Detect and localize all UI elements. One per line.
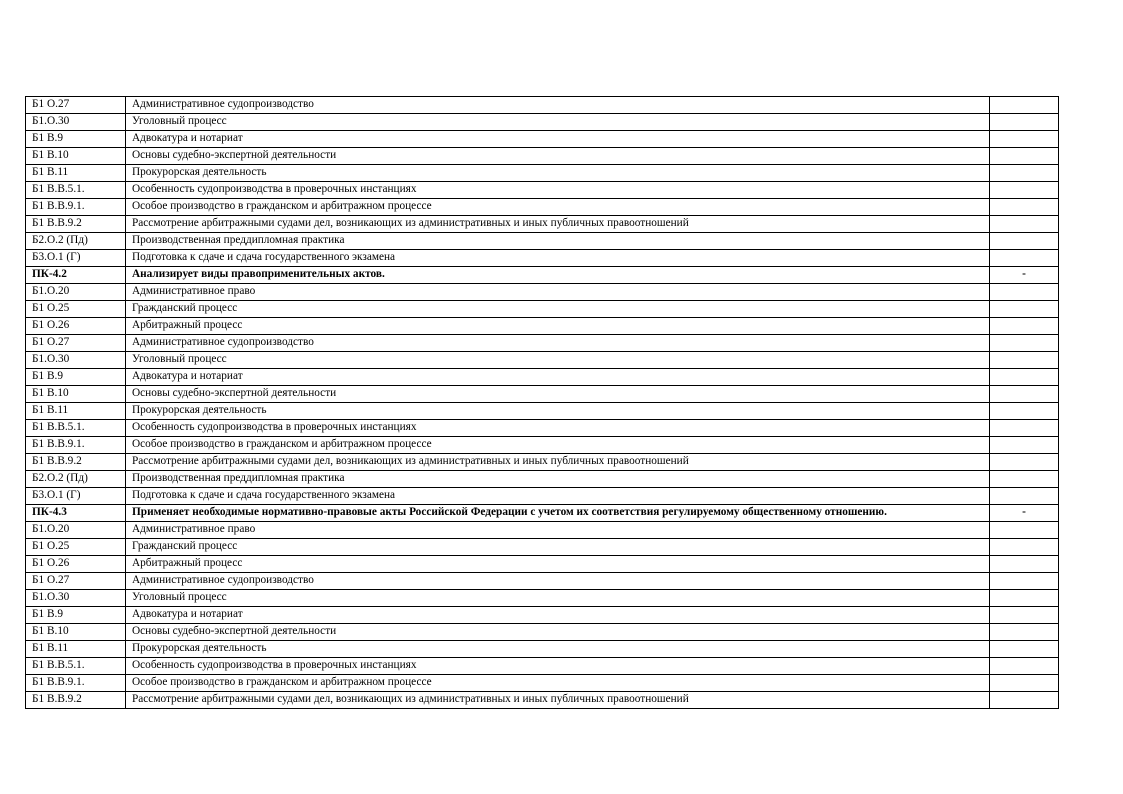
discipline-row bbox=[26, 250, 1059, 267]
discipline-row bbox=[26, 573, 1059, 590]
indicator-description: Анализирует виды правоприменительных актов. bbox=[126, 267, 990, 284]
discipline-code: Б1 В.В.9.2 bbox=[26, 692, 126, 709]
discipline-code: Б1.О.30 bbox=[26, 114, 126, 131]
discipline-code: Б1 О.26 bbox=[26, 318, 126, 335]
discipline-row bbox=[26, 386, 1059, 403]
mark-cell bbox=[990, 148, 1059, 165]
discipline-code: Б1.О.20 bbox=[26, 522, 126, 539]
discipline-name: Административное судопроизводство bbox=[126, 573, 990, 590]
discipline-row bbox=[26, 148, 1059, 165]
discipline-row bbox=[26, 165, 1059, 182]
discipline-name: Особое производство в гражданском и арбитражном процессе bbox=[126, 199, 990, 216]
discipline-row bbox=[26, 403, 1059, 420]
mark-cell bbox=[990, 182, 1059, 199]
discipline-row bbox=[26, 301, 1059, 318]
mark-cell bbox=[990, 675, 1059, 692]
discipline-code: Б3.О.1 (Г) bbox=[26, 488, 126, 505]
mark-cell bbox=[990, 403, 1059, 420]
discipline-row bbox=[26, 420, 1059, 437]
mark-cell bbox=[990, 165, 1059, 182]
mark-cell bbox=[990, 284, 1059, 301]
discipline-name: Адвокатура и нотариат bbox=[126, 369, 990, 386]
discipline-code: Б1 В.В.9.1. bbox=[26, 675, 126, 692]
discipline-row bbox=[26, 471, 1059, 488]
indicator-code: ПК-4.2 bbox=[26, 267, 126, 284]
mark-cell bbox=[990, 114, 1059, 131]
discipline-row bbox=[26, 607, 1059, 624]
discipline-row bbox=[26, 318, 1059, 335]
discipline-code: Б1 В.10 bbox=[26, 386, 126, 403]
discipline-row bbox=[26, 284, 1059, 301]
discipline-row bbox=[26, 199, 1059, 216]
discipline-row bbox=[26, 216, 1059, 233]
discipline-code: Б1 О.27 bbox=[26, 335, 126, 352]
discipline-code: Б1 В.В.5.1. bbox=[26, 182, 126, 199]
mark-cell bbox=[990, 573, 1059, 590]
discipline-code: Б1 О.25 bbox=[26, 539, 126, 556]
mark-cell bbox=[990, 420, 1059, 437]
mark-cell: - bbox=[990, 505, 1059, 522]
mark-cell bbox=[990, 437, 1059, 454]
discipline-row bbox=[26, 352, 1059, 369]
discipline-name: Основы судебно-экспертной деятельности bbox=[126, 386, 990, 403]
discipline-row bbox=[26, 369, 1059, 386]
discipline-row bbox=[26, 692, 1059, 709]
discipline-row bbox=[26, 437, 1059, 454]
discipline-name: Производственная преддипломная практика bbox=[126, 471, 990, 488]
discipline-name: Уголовный процесс bbox=[126, 352, 990, 369]
mark-cell bbox=[990, 369, 1059, 386]
discipline-code: Б1 В.В.9.1. bbox=[26, 437, 126, 454]
discipline-row bbox=[26, 675, 1059, 692]
discipline-name: Подготовка к сдаче и сдача государственного экзамена bbox=[126, 250, 990, 267]
mark-cell bbox=[990, 454, 1059, 471]
competency-indicator-row bbox=[26, 267, 1059, 284]
discipline-name: Уголовный процесс bbox=[126, 114, 990, 131]
discipline-code: Б1 В.В.9.2 bbox=[26, 216, 126, 233]
discipline-name: Адвокатура и нотариат bbox=[126, 607, 990, 624]
discipline-code: Б1 В.В.5.1. bbox=[26, 658, 126, 675]
discipline-row bbox=[26, 522, 1059, 539]
discipline-row bbox=[26, 658, 1059, 675]
discipline-code: Б2.О.2 (Пд) bbox=[26, 471, 126, 488]
discipline-row bbox=[26, 590, 1059, 607]
discipline-name: Административное право bbox=[126, 284, 990, 301]
discipline-code: Б1 О.27 bbox=[26, 97, 126, 114]
discipline-code: Б1.О.20 bbox=[26, 284, 126, 301]
mark-cell bbox=[990, 556, 1059, 573]
mark-cell bbox=[990, 386, 1059, 403]
discipline-name: Особенность судопроизводства в проверочных инстанциях bbox=[126, 182, 990, 199]
discipline-name: Арбитражный процесс bbox=[126, 556, 990, 573]
mark-cell bbox=[990, 301, 1059, 318]
indicator-code: ПК-4.3 bbox=[26, 505, 126, 522]
discipline-code: Б1 В.10 bbox=[26, 148, 126, 165]
discipline-code: Б1 В.В.9.1. bbox=[26, 199, 126, 216]
discipline-row bbox=[26, 97, 1059, 114]
discipline-name: Гражданский процесс bbox=[126, 539, 990, 556]
discipline-code: Б1 В.11 bbox=[26, 165, 126, 182]
mark-cell bbox=[990, 131, 1059, 148]
discipline-code: Б3.О.1 (Г) bbox=[26, 250, 126, 267]
mark-cell bbox=[990, 590, 1059, 607]
mark-cell bbox=[990, 624, 1059, 641]
discipline-name: Рассмотрение арбитражными судами дел, возникающих из административных и иных публичных правоотношений bbox=[126, 454, 990, 471]
competency-indicator-row bbox=[26, 505, 1059, 522]
discipline-row bbox=[26, 556, 1059, 573]
discipline-name: Производственная преддипломная практика bbox=[126, 233, 990, 250]
discipline-code: Б1 В.9 bbox=[26, 369, 126, 386]
discipline-row bbox=[26, 624, 1059, 641]
discipline-row bbox=[26, 114, 1059, 131]
discipline-name: Особенность судопроизводства в проверочных инстанциях bbox=[126, 658, 990, 675]
table-body bbox=[26, 97, 1059, 709]
discipline-code: Б1 В.10 bbox=[26, 624, 126, 641]
discipline-name: Административное судопроизводство bbox=[126, 335, 990, 352]
mark-cell bbox=[990, 318, 1059, 335]
discipline-name: Прокурорская деятельность bbox=[126, 641, 990, 658]
discipline-code: Б1.О.30 bbox=[26, 352, 126, 369]
discipline-name: Арбитражный процесс bbox=[126, 318, 990, 335]
discipline-row bbox=[26, 182, 1059, 199]
mark-cell bbox=[990, 488, 1059, 505]
mark-cell bbox=[990, 539, 1059, 556]
discipline-name: Основы судебно-экспертной деятельности bbox=[126, 148, 990, 165]
discipline-row bbox=[26, 233, 1059, 250]
discipline-code: Б1.О.30 bbox=[26, 590, 126, 607]
discipline-name: Адвокатура и нотариат bbox=[126, 131, 990, 148]
mark-cell bbox=[990, 658, 1059, 675]
discipline-name: Подготовка к сдаче и сдача государственного экзамена bbox=[126, 488, 990, 505]
mark-cell bbox=[990, 97, 1059, 114]
discipline-name: Прокурорская деятельность bbox=[126, 165, 990, 182]
discipline-row bbox=[26, 454, 1059, 471]
discipline-code: Б2.О.2 (Пд) bbox=[26, 233, 126, 250]
discipline-name: Основы судебно-экспертной деятельности bbox=[126, 624, 990, 641]
mark-cell bbox=[990, 692, 1059, 709]
discipline-name: Прокурорская деятельность bbox=[126, 403, 990, 420]
discipline-code: Б1 В.В.5.1. bbox=[26, 420, 126, 437]
discipline-name: Особое производство в гражданском и арбитражном процессе bbox=[126, 437, 990, 454]
discipline-code: Б1 В.В.9.2 bbox=[26, 454, 126, 471]
discipline-row bbox=[26, 131, 1059, 148]
mark-cell: - bbox=[990, 267, 1059, 284]
discipline-code: Б1 О.25 bbox=[26, 301, 126, 318]
mark-cell bbox=[990, 641, 1059, 658]
indicator-description: Применяет необходимые нормативно-правовые акты Российской Федерации с учетом их соответствия регулируемому общественному отношению. bbox=[126, 505, 990, 522]
discipline-row bbox=[26, 335, 1059, 352]
discipline-code: Б1 В.9 bbox=[26, 607, 126, 624]
discipline-name: Рассмотрение арбитражными судами дел, возникающих из административных и иных публичных правоотношений bbox=[126, 216, 990, 233]
discipline-name: Рассмотрение арбитражными судами дел, возникающих из административных и иных публичных правоотношений bbox=[126, 692, 990, 709]
discipline-name: Административное право bbox=[126, 522, 990, 539]
mark-cell bbox=[990, 250, 1059, 267]
mark-cell bbox=[990, 352, 1059, 369]
discipline-row bbox=[26, 539, 1059, 556]
mark-cell bbox=[990, 199, 1059, 216]
discipline-code: Б1 В.11 bbox=[26, 403, 126, 420]
mark-cell bbox=[990, 335, 1059, 352]
discipline-row bbox=[26, 641, 1059, 658]
discipline-row bbox=[26, 488, 1059, 505]
mark-cell bbox=[990, 607, 1059, 624]
discipline-name: Особое производство в гражданском и арбитражном процессе bbox=[126, 675, 990, 692]
discipline-name: Административное судопроизводство bbox=[126, 97, 990, 114]
competency-discipline-table bbox=[25, 96, 1059, 709]
mark-cell bbox=[990, 471, 1059, 488]
discipline-name: Уголовный процесс bbox=[126, 590, 990, 607]
discipline-code: Б1 В.11 bbox=[26, 641, 126, 658]
discipline-name: Гражданский процесс bbox=[126, 301, 990, 318]
mark-cell bbox=[990, 216, 1059, 233]
mark-cell bbox=[990, 233, 1059, 250]
discipline-code: Б1 О.27 bbox=[26, 573, 126, 590]
discipline-name: Особенность судопроизводства в проверочных инстанциях bbox=[126, 420, 990, 437]
mark-cell bbox=[990, 522, 1059, 539]
discipline-code: Б1 В.9 bbox=[26, 131, 126, 148]
discipline-code: Б1 О.26 bbox=[26, 556, 126, 573]
